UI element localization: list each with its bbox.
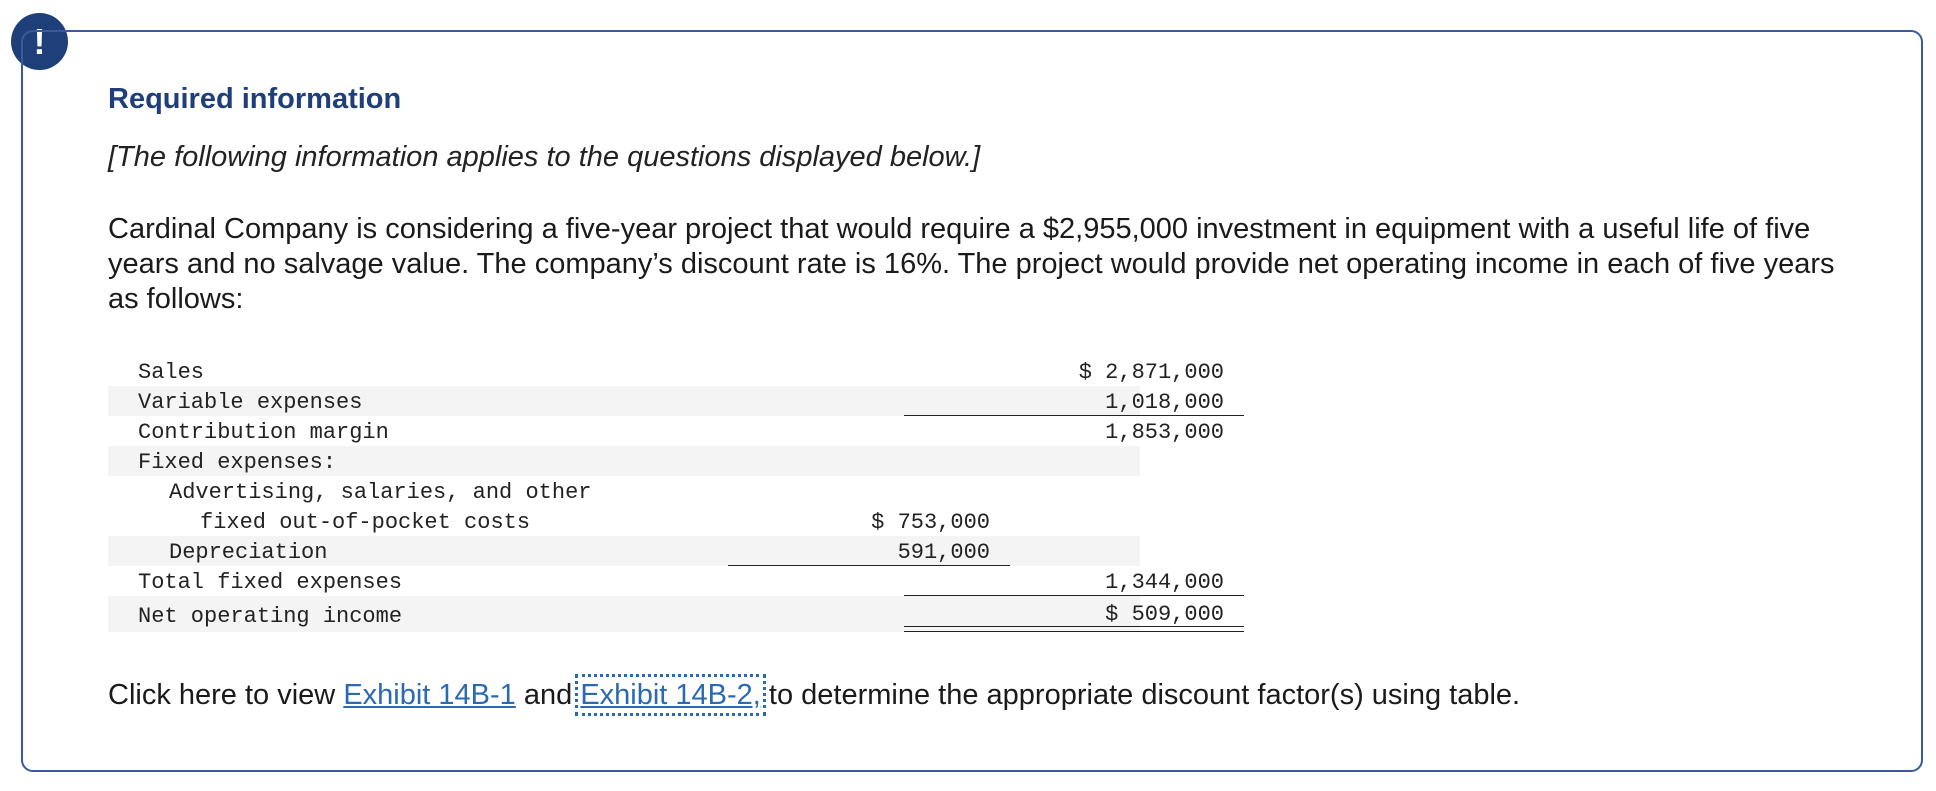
row-label: Depreciation bbox=[169, 540, 328, 565]
page-title: Required information bbox=[108, 83, 402, 115]
row-label: Advertising, salaries, and other bbox=[169, 480, 592, 505]
statement-row-contribution-margin bbox=[108, 416, 1224, 446]
row-label: Net operating income bbox=[138, 604, 403, 629]
row-label: Sales bbox=[138, 360, 205, 385]
statement-row-depreciation bbox=[108, 536, 1140, 566]
statement-row-total-fixed bbox=[108, 566, 1224, 596]
income-statement bbox=[108, 356, 1224, 632]
statement-row-variable-expenses bbox=[108, 386, 1224, 416]
row-label: Total fixed expenses bbox=[138, 570, 403, 595]
exhibit-instructions bbox=[108, 679, 1520, 712]
statement-row-net-operating-income bbox=[108, 596, 1224, 632]
exhibit-14b-1-link[interactable]: Exhibit 14B-1 bbox=[343, 679, 516, 711]
row-value: $ 753,000 bbox=[871, 510, 990, 535]
row-label: fixed out-of-pocket costs bbox=[200, 510, 531, 535]
statement-row-advertising bbox=[108, 476, 1140, 506]
statement-row-advertising-cont bbox=[108, 506, 1140, 536]
footer-prefix: Click here to view bbox=[108, 679, 344, 711]
row-label: Variable expenses bbox=[138, 390, 363, 415]
intro-note: [The following information applies to the questions displayed below.] bbox=[108, 141, 981, 173]
double-underline bbox=[904, 626, 1244, 632]
footer-suffix: to determine the appropriate discount factor(s) using table. bbox=[760, 679, 1521, 711]
row-value: $ 509,000 bbox=[1105, 602, 1224, 627]
row-value: 591,000 bbox=[897, 540, 990, 565]
alert-icon: ! bbox=[11, 13, 68, 70]
problem-description: Cardinal Company is considering a five-year project that would require a $2,955,000 investment in equipment with a useful life of five years and no salvage value. The company’s discount rate is 16%. The project would provide net operating income in each of five years as follows: bbox=[108, 213, 1835, 315]
exhibit-14b-2-link[interactable]: Exhibit 14B-2, bbox=[580, 679, 761, 711]
row-label: Contribution margin bbox=[138, 420, 389, 445]
row-value: 1,018,000 bbox=[1105, 390, 1224, 415]
row-value: $ 2,871,000 bbox=[1078, 360, 1224, 385]
statement-row-sales bbox=[108, 356, 1224, 386]
footer-middle: and bbox=[515, 679, 581, 711]
statement-row-fixed-expenses bbox=[108, 446, 1140, 476]
row-value: 1,853,000 bbox=[1105, 420, 1224, 445]
row-value: 1,344,000 bbox=[1105, 570, 1224, 595]
row-label: Fixed expenses: bbox=[138, 450, 337, 475]
